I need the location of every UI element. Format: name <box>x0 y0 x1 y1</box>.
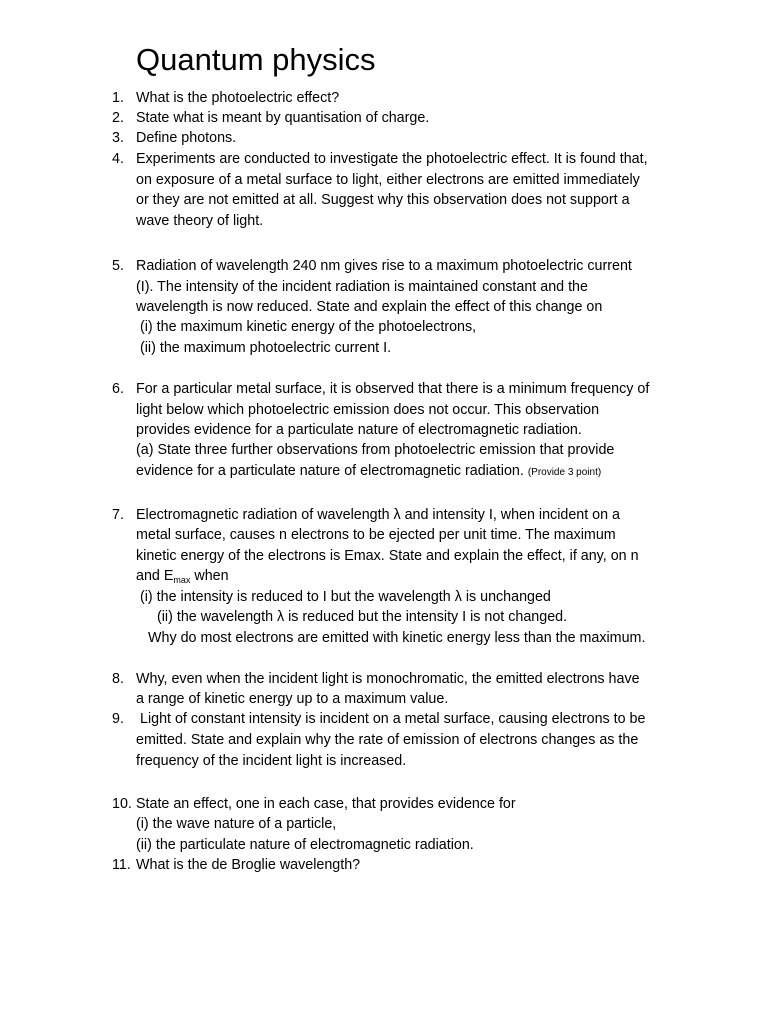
question-text: (I). The intensity of the incident radiation is maintained constant and the <box>136 279 588 295</box>
question-text: frequency of the incident light is increased. <box>136 753 407 769</box>
question-number-10: 10. <box>112 796 132 812</box>
question-text: (a) State three further observations from photoelectric emission that provide <box>136 442 615 458</box>
question-text: wavelength is now reduced. State and explain the effect of this change on <box>136 299 603 315</box>
question-text: metal surface, causes n electrons to be ejected per unit time. The maximum <box>136 527 616 543</box>
question-text: Why, even when the incident light is monochromatic, the emitted electrons have <box>136 671 640 687</box>
question-number-5: 5. <box>112 258 124 274</box>
question-subpart: Why do most electrons are emitted with kinetic energy less than the maximum. <box>148 630 646 646</box>
question-subpart: (i) the wave nature of a particle, <box>136 816 337 832</box>
question-text-main: evidence for a particulate nature of electromagnetic radiation. <box>136 463 528 479</box>
question-subpart: (ii) the maximum photoelectric current I. <box>140 340 392 356</box>
question-text: light below which photoelectric emission does not occur. This observation <box>136 402 600 418</box>
point-note: (Provide 3 point) <box>527 467 602 478</box>
question-number-8: 8. <box>112 671 124 687</box>
page-title: Quantum physics <box>136 42 376 77</box>
question-text-main: and E <box>136 568 174 584</box>
question-text: State what is meant by quantisation of charge. <box>136 110 430 126</box>
question-number-3: 3. <box>112 130 124 146</box>
question-number-6: 6. <box>112 381 124 397</box>
question-text: Radiation of wavelength 240 nm gives rise to a maximum photoelectric current <box>136 258 632 274</box>
question-text: For a particular metal surface, it is observed that there is a minimum frequency of <box>136 381 650 397</box>
question-subpart: (i) the intensity is reduced to I but the wavelength λ is unchanged <box>140 589 551 605</box>
question-number-9: 9. <box>112 711 124 727</box>
question-text: Experiments are conducted to investigate the photoelectric effect. It is found that, <box>136 151 648 167</box>
question-number-11: 11. <box>112 857 131 873</box>
question-text: kinetic energy of the electrons is Emax. State and explain the effect, if any, on n <box>136 548 639 564</box>
question-text <box>136 461 601 483</box>
question-text: emitted. State and explain why the rate of emission of electrons changes as the <box>136 732 639 748</box>
question-text: Define photons. <box>136 130 237 146</box>
question-text <box>136 566 229 586</box>
question-number-7: 7. <box>112 507 124 523</box>
question-subpart: (ii) the wavelength λ is reduced but the intensity I is not changed. <box>157 609 568 625</box>
question-text: a range of kinetic energy up to a maximum value. <box>136 691 449 707</box>
question-text: State an effect, one in each case, that provides evidence for <box>136 796 516 812</box>
question-number-1: 1. <box>112 90 124 106</box>
question-text: What is the photoelectric effect? <box>136 90 340 106</box>
question-subpart: (ii) the particulate nature of electromagnetic radiation. <box>136 837 474 853</box>
question-text: on exposure of a metal surface to light, either electrons are emitted immediately <box>136 172 640 188</box>
question-text-main: when <box>190 568 229 584</box>
subscript-max: max <box>173 575 191 585</box>
question-text: provides evidence for a particulate nature of electromagnetic radiation. <box>136 422 582 438</box>
question-text: What is the de Broglie wavelength? <box>136 857 361 873</box>
question-number-2: 2. <box>112 110 124 126</box>
question-number-4: 4. <box>112 151 124 167</box>
question-text: wave theory of light. <box>136 213 264 229</box>
question-text: Light of constant intensity is incident on a metal surface, causing electrons to be <box>140 711 646 727</box>
question-subpart: (i) the maximum kinetic energy of the photoelectrons, <box>140 319 477 335</box>
question-text: Electromagnetic radiation of wavelength λ and intensity I, when incident on a <box>136 507 620 523</box>
question-text: or they are not emitted at all. Suggest why this observation does not support a <box>136 192 630 208</box>
